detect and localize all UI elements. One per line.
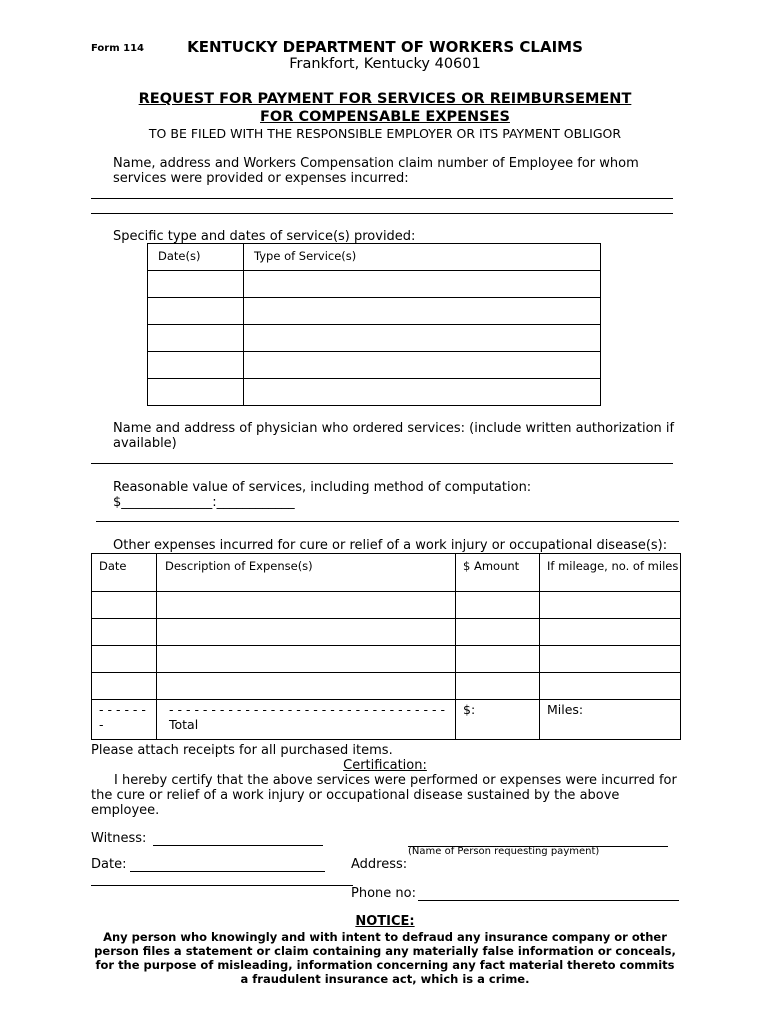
- witness-label: Witness:: [91, 831, 147, 846]
- table-row: [148, 271, 601, 298]
- miles-cell[interactable]: [540, 646, 681, 673]
- column-header-type: Type of Service(s): [244, 244, 601, 271]
- total-description-cell: [157, 700, 456, 740]
- description-cell[interactable]: [157, 619, 456, 646]
- date-cell[interactable]: [92, 592, 157, 619]
- agency-city: Frankfort, Kentucky 40601: [289, 56, 481, 72]
- requester-caption: (Name of Person requesting payment): [408, 846, 600, 857]
- amount-cell[interactable]: [456, 619, 540, 646]
- certification-line1: I hereby certify that the above services were performed or expenses were incurred for: [114, 773, 677, 788]
- address-label: Address:: [351, 857, 408, 872]
- total-miles-cell[interactable]: Miles:: [540, 700, 681, 740]
- total-description-dashes: - - - - - - - - - - - - - - - - - - - - - - - - - - - - - - - - -: [169, 702, 445, 717]
- table-row: [92, 619, 681, 646]
- service-cell[interactable]: [244, 271, 601, 298]
- description-cell[interactable]: [157, 646, 456, 673]
- description-cell[interactable]: [157, 592, 456, 619]
- total-date-dash2: -: [99, 717, 104, 732]
- service-cell[interactable]: [244, 325, 601, 352]
- address-line-field[interactable]: [91, 885, 353, 886]
- date-cell[interactable]: [148, 325, 244, 352]
- phone-field[interactable]: [418, 900, 679, 901]
- notice-line1: Any person who knowingly and with intent to defraud any insurance company or other: [103, 930, 667, 944]
- date-label: Date:: [91, 857, 127, 872]
- expenses-table: [91, 553, 681, 740]
- value-amount-field[interactable]: $______________:____________: [113, 495, 295, 510]
- agency-title: KENTUCKY DEPARTMENT OF WORKERS CLAIMS: [187, 38, 583, 56]
- table-header-row: [92, 554, 681, 592]
- column-header-date: Date: [92, 554, 157, 592]
- date-cell[interactable]: [148, 298, 244, 325]
- notice-line2: person files a statement or claim containing any materially false information or conceals,: [94, 944, 676, 958]
- table-row: [148, 379, 601, 406]
- description-cell[interactable]: [157, 673, 456, 700]
- employee-field-line-2[interactable]: [91, 213, 673, 214]
- employee-label-line2: services were provided or expenses incurred:: [113, 171, 409, 186]
- column-header-amount: $ Amount: [456, 554, 540, 592]
- total-date-cell: [92, 700, 157, 740]
- form-title-line1: REQUEST FOR PAYMENT FOR SERVICES OR REIMBURSEMENT: [138, 91, 632, 107]
- receipts-note: Please attach receipts for all purchased items.: [91, 743, 393, 758]
- employee-field-line-1[interactable]: [91, 198, 673, 199]
- date-cell[interactable]: [148, 271, 244, 298]
- date-cell[interactable]: [92, 619, 157, 646]
- certification-line3: employee.: [91, 803, 160, 818]
- date-cell[interactable]: [148, 379, 244, 406]
- total-amount-cell[interactable]: $:: [456, 700, 540, 740]
- table-row: [148, 325, 601, 352]
- witness-field[interactable]: [153, 845, 323, 846]
- date-cell[interactable]: [92, 673, 157, 700]
- services-label: Specific type and dates of service(s) provided:: [113, 229, 416, 244]
- service-cell[interactable]: [244, 298, 601, 325]
- miles-cell[interactable]: [540, 673, 681, 700]
- value-label-line1: Reasonable value of services, including method of computation:: [113, 480, 532, 495]
- column-header-dates: Date(s): [148, 244, 244, 271]
- amount-cell[interactable]: [456, 646, 540, 673]
- certification-line2: the cure or relief of a work injury or occupational disease sustained by the above: [91, 788, 620, 803]
- table-row: [92, 592, 681, 619]
- table-row: [92, 673, 681, 700]
- notice-line3: for the purpose of misleading, information concerning any fact material thereto commits: [95, 958, 675, 972]
- date-cell[interactable]: [92, 646, 157, 673]
- amount-cell[interactable]: [456, 592, 540, 619]
- date-field[interactable]: [130, 871, 325, 872]
- table-row: [148, 352, 601, 379]
- form-number: Form 114: [91, 43, 145, 54]
- total-date-dashes: - - - - - -: [99, 702, 146, 717]
- services-table: [147, 243, 601, 406]
- table-row: [148, 298, 601, 325]
- miles-cell[interactable]: [540, 592, 681, 619]
- notice-heading: NOTICE:: [355, 914, 415, 929]
- employee-label-line1: Name, address and Workers Compensation claim number of Employee for whom: [113, 156, 639, 171]
- service-cell[interactable]: [244, 379, 601, 406]
- total-row: [92, 700, 681, 740]
- form-title-line2: FOR COMPENSABLE EXPENSES: [260, 109, 510, 125]
- service-cell[interactable]: [244, 352, 601, 379]
- physician-label-line1: Name and address of physician who ordered services: (include written authorization if: [113, 421, 675, 436]
- notice-line4: a fraudulent insurance act, which is a crime.: [240, 972, 530, 986]
- miles-cell[interactable]: [540, 619, 681, 646]
- physician-label-line2: available): [113, 436, 177, 451]
- amount-cell[interactable]: [456, 673, 540, 700]
- value-field-line[interactable]: [96, 521, 679, 522]
- expenses-label: Other expenses incurred for cure or relief of a work injury or occupational disease(s):: [113, 538, 668, 553]
- column-header-description: Description of Expense(s): [157, 554, 456, 592]
- phone-label: Phone no:: [351, 886, 416, 901]
- certification-heading: Certification:: [343, 758, 427, 773]
- table-header-row: [148, 244, 601, 271]
- physician-field-line[interactable]: [91, 463, 673, 464]
- column-header-miles: If mileage, no. of miles: [540, 554, 681, 592]
- total-label: Total: [169, 717, 199, 732]
- date-cell[interactable]: [148, 352, 244, 379]
- table-row: [92, 646, 681, 673]
- form-subtitle: TO BE FILED WITH THE RESPONSIBLE EMPLOYER OR ITS PAYMENT OBLIGOR: [148, 126, 622, 141]
